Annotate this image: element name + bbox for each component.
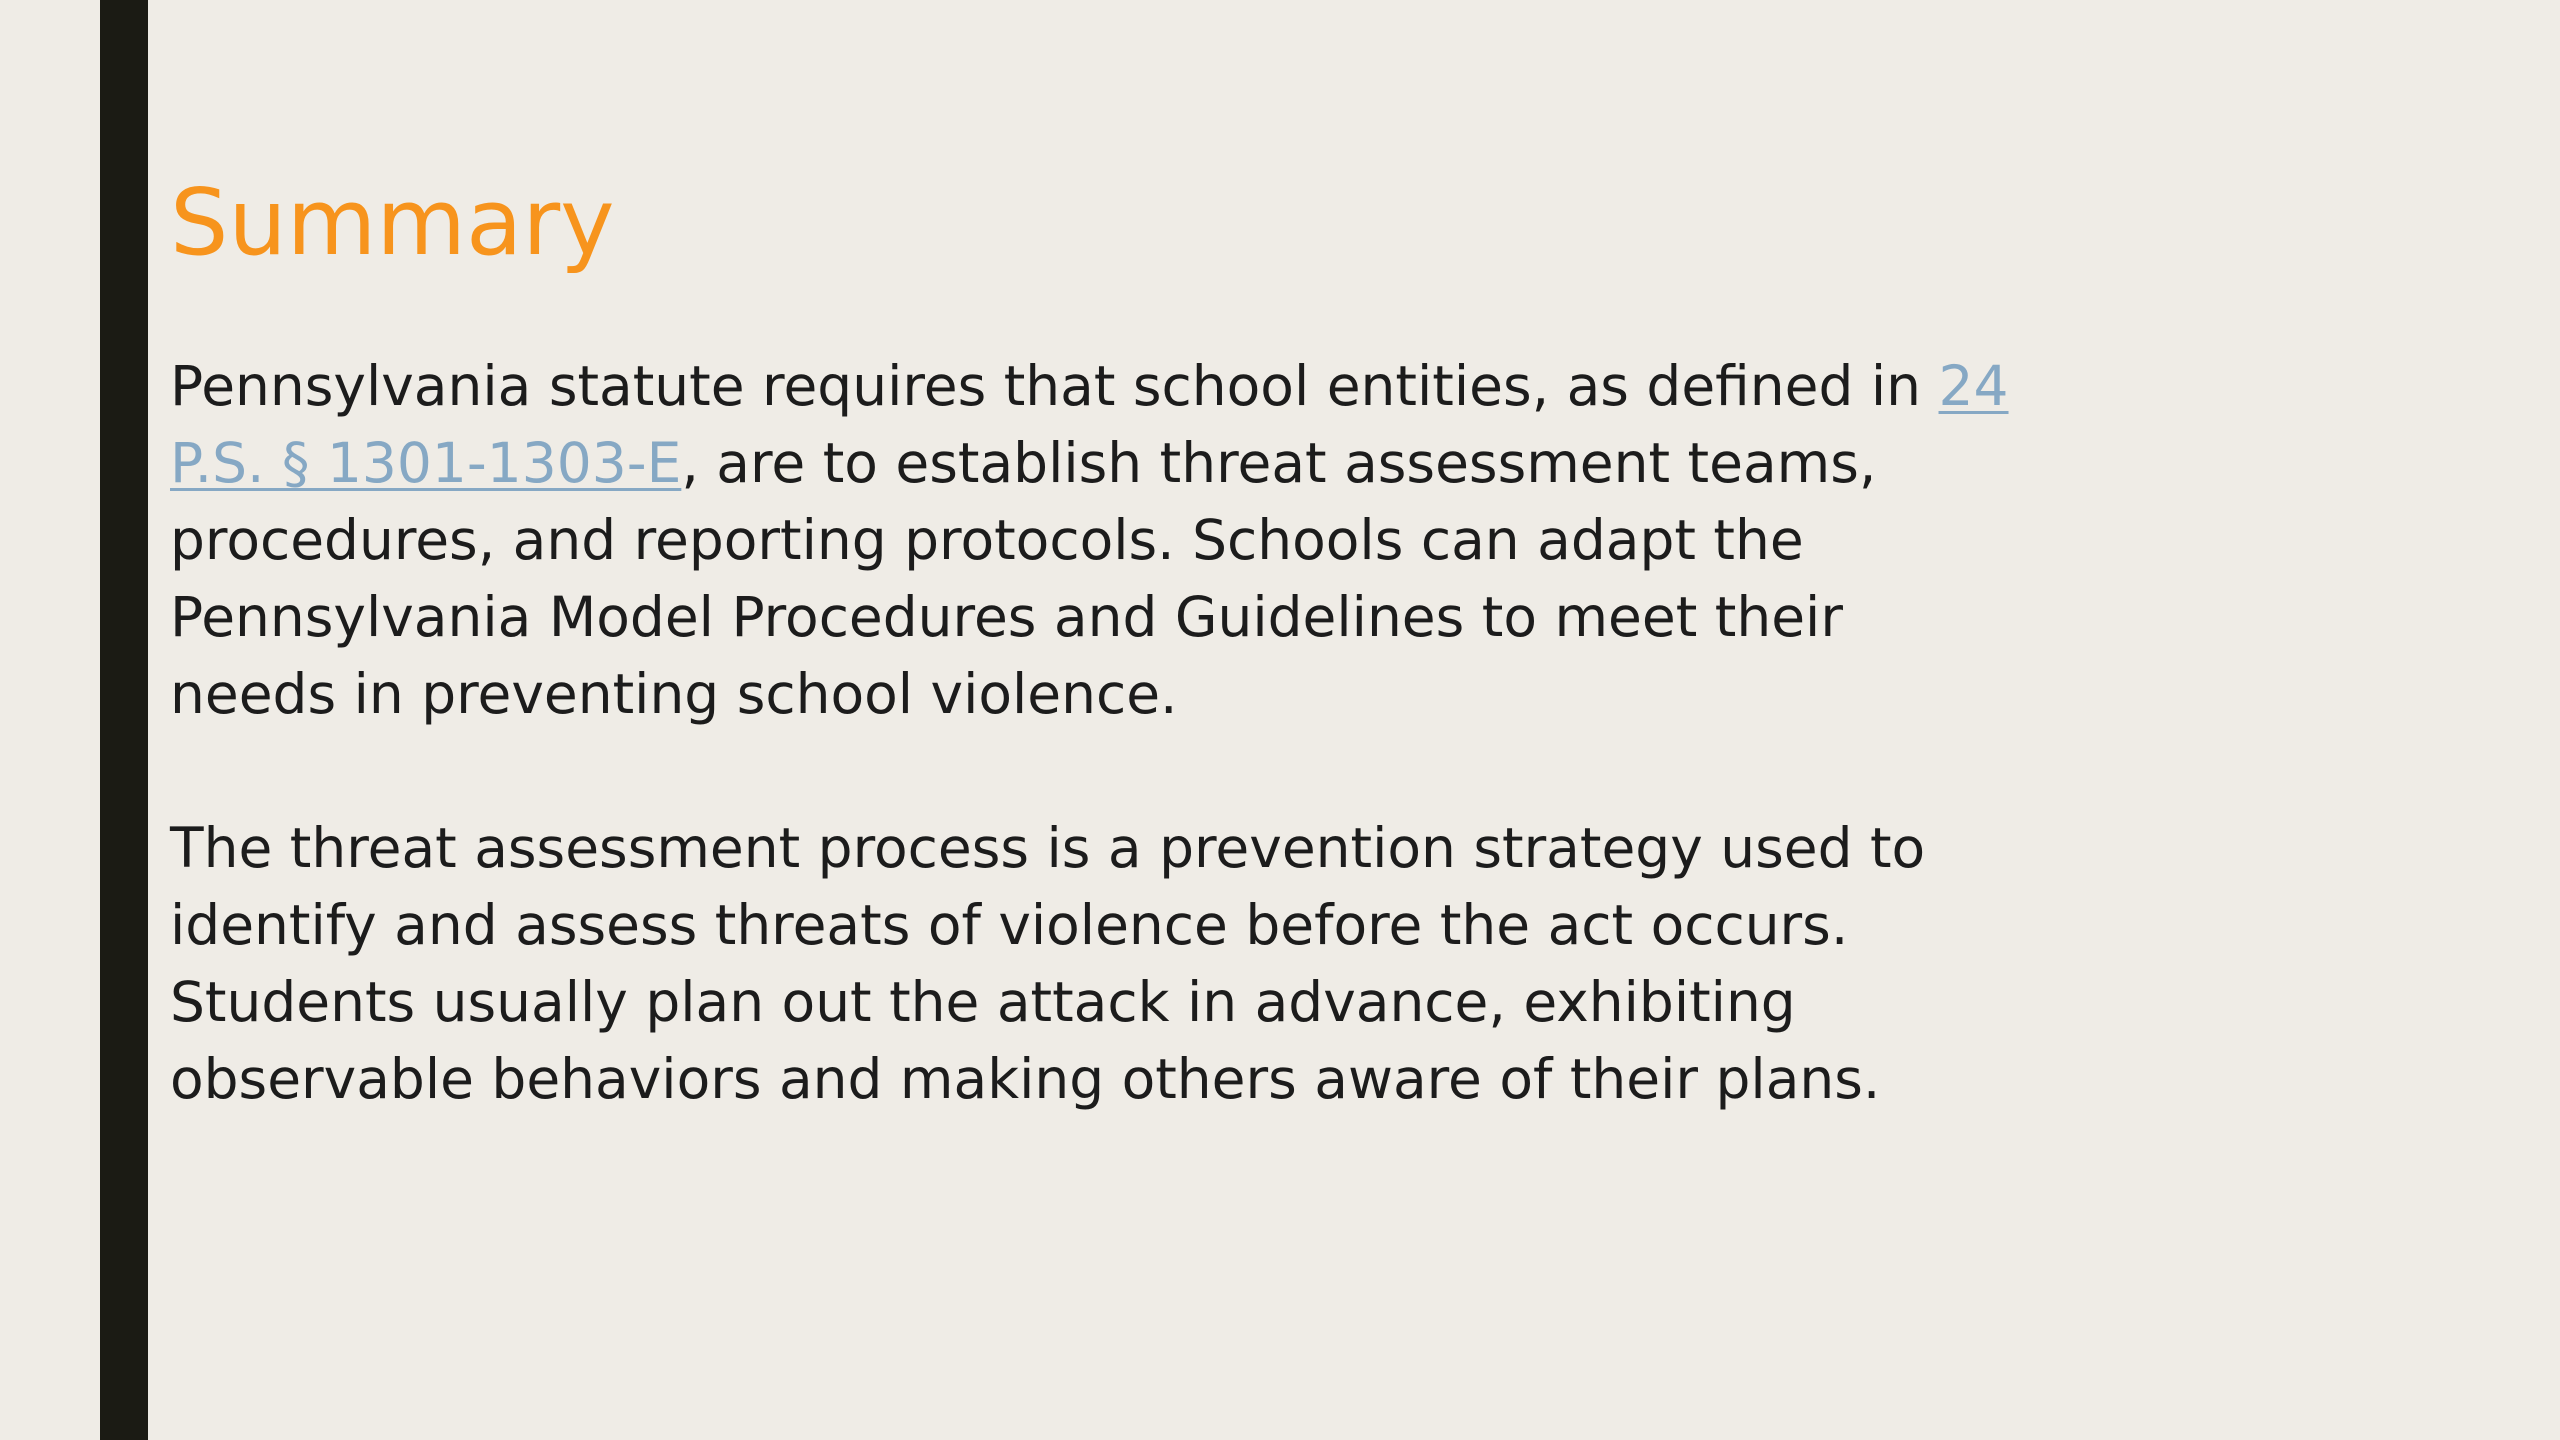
paragraph-statute-text-before: Pennsylvania statute requires that school entities, as defined in xyxy=(170,354,1939,418)
paragraph-threat-assessment: The threat assessment process is a prevention strategy used to identify and assess threats of violence before the act occurs. Students usually plan out the attack in advance, exhibiting observable behaviors and making others aware of their plans. xyxy=(170,816,1926,1111)
slide-body xyxy=(170,348,2020,1118)
slide-title: Summary xyxy=(170,169,615,276)
accent-bar xyxy=(100,0,148,1440)
statute-link[interactable]: 24 P.S. § 1301-1303-E xyxy=(170,354,2009,495)
paragraph-statute xyxy=(170,348,2020,733)
paragraph-statute-text-after: , are to establish threat assessment teams, procedures, and reporting protocols. Schools can adapt the Pennsylvania Model Procedures and Guidelines to meet their needs in preventing school violence. xyxy=(170,431,1877,726)
